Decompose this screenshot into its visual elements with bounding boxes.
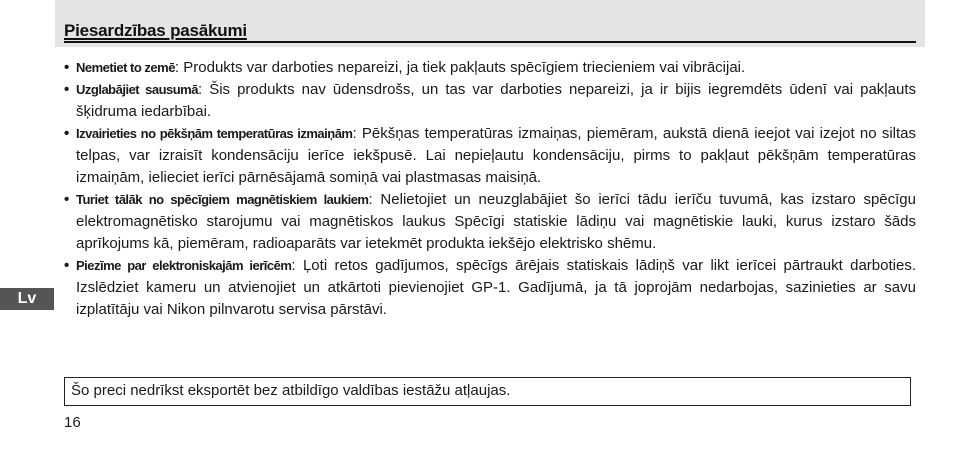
- export-notice-box: [64, 377, 911, 406]
- list-item: [64, 123, 916, 189]
- bullet-text: : Pēkšņas temperatūras izmaiņas, piemēram, aukstā dienā ieejot vai izejot no siltas telpas, var izraisīt kondensāciju ierīce iekšpusē. Lai nepieļautu kondensāciju, pirms to pakļaut pēkšņām temperatūras izmaiņām, ielieciet ierīci pārnēsājamā somiņā vai plastmasas maisiņā.: [76, 125, 916, 186]
- bullet-dot: •: [64, 257, 70, 274]
- bullet-text: : Ļoti retos gadījumos, spēcīgs ārējais statiskais lādiņš var likt ierīcei pārtraukt darboties. Izslēdziet kameru un atvienojiet un atkārtoti pievienojiet GP-1. Gadījumā, ja tā joprojām nedarbojas, sazinieties ar savu izplatītāju vai Nikon pilnvarotu servisa pārstāvi.: [76, 257, 917, 318]
- bullet-dot: •: [64, 59, 70, 76]
- bullet-dot: •: [64, 191, 70, 208]
- precautions-list: [64, 57, 916, 321]
- bullet-dot: •: [64, 125, 70, 142]
- list-item: [64, 255, 916, 321]
- export-notice-text: Šo preci nedrīkst eksportēt bez atbildīgo valdības iestāžu atļaujas.: [71, 382, 511, 399]
- bullet-term: Turiet tālāk no spēcīgiem magnētiskiem laukiem: [76, 192, 369, 207]
- bullet-dot: •: [64, 81, 70, 98]
- list-item: [64, 57, 916, 79]
- bullet-text: : Produkts var darboties nepareizi, ja tiek pakļauts spēcīgiem triecieniem vai vibrācijai.: [174, 59, 746, 76]
- bullet-term: Piezīme par elektroniskajām ierīcēm: [76, 258, 292, 273]
- list-item: [64, 189, 916, 255]
- bullet-term: Izvairieties no pēkšņām temperatūras izmaiņām: [76, 126, 353, 141]
- bullet-text: : Nelietojiet un neuzglabājiet šo ierīci tādu ierīču tuvumā, kas izstaro spēcīgu elektromagnētisko starojumu vai magnētiskos laukus Spēcīgi statiskie lādiņu vai magnētiskie lauki, kurus izstaro šāds aprīkojums kā, piemēram, radioaparāts var ietekmēt produkta iekšējo elektrisko shēmu.: [76, 191, 916, 252]
- page-title: [64, 21, 916, 43]
- page-title-text: Piesardzības pasākumi: [64, 21, 247, 40]
- bullet-text: : Šis produkts nav ūdensdrošs, un tas var darboties nepareizi, ja ir bijis iegremdēts ūdenī vai pakļauts šķidruma iedarbībai.: [76, 81, 916, 120]
- bullet-term: Uzglabājiet sausumā: [76, 82, 198, 97]
- list-item: [64, 79, 916, 123]
- bullet-term: Nemetiet to zemē: [76, 60, 175, 75]
- language-tab: Lv: [0, 288, 54, 310]
- page-number: 16: [64, 414, 81, 431]
